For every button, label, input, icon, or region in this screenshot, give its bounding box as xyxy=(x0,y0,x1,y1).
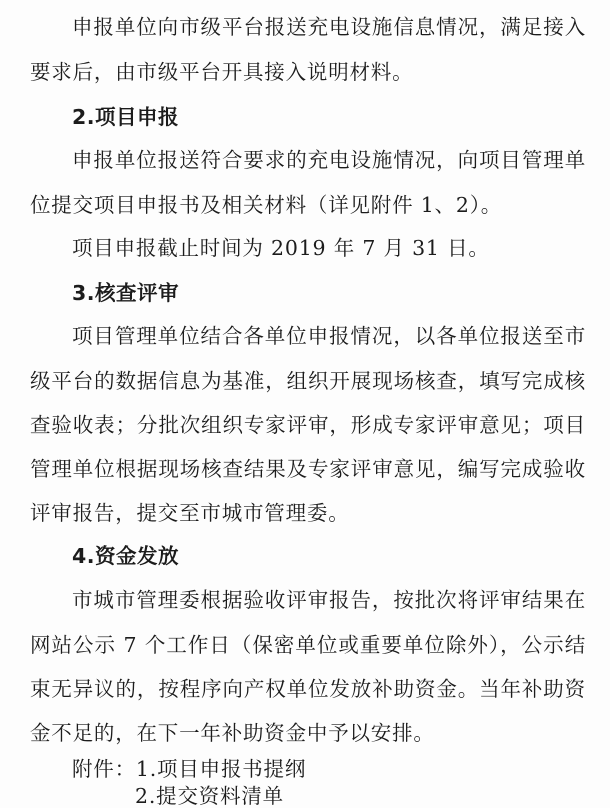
section3-line4: 管理单位根据现场核查结果及专家评审意见，编写完成验收 xyxy=(30,457,586,481)
para1-line1: 申报单位向市级平台报送充电设施信息情况，满足接入 xyxy=(72,15,586,39)
section3-heading: 3.核查评审 xyxy=(72,281,180,305)
para1-line2: 要求后，由市级平台开具接入说明材料。 xyxy=(30,60,414,84)
attachment-item-1: 附件：1.项目申报书提纲 xyxy=(72,757,307,781)
section3-line3: 查验收表；分批次组织专家评审，形成专家评审意见；项目 xyxy=(30,413,586,437)
section4-heading: 4.资金发放 xyxy=(72,544,180,568)
section2-line2: 位提交项目申报书及相关材料（详见附件 1、2）。 xyxy=(30,193,503,217)
section2-heading: 2.项目申报 xyxy=(72,105,180,129)
section4-line2: 网站公示 7 个工作日（保密单位或重要单位除外），公示结 xyxy=(30,633,586,657)
section4-line1: 市城市管理委根据验收评审报告，按批次将评审结果在 xyxy=(72,588,586,612)
attachment-item-2: 2.提交资料清单 xyxy=(135,784,284,808)
section3-line5: 评审报告，提交至市城市管理委。 xyxy=(30,501,350,525)
section2-deadline: 项目申报截止时间为 2019 年 7 月 31 日。 xyxy=(72,236,490,260)
section4-line3: 束无异议的，按程序向产权单位发放补助资金。当年补助资 xyxy=(30,677,586,701)
section3-line2: 级平台的数据信息为基准，组织开展现场核查，填写完成核 xyxy=(30,369,586,393)
section3-line1: 项目管理单位结合各单位申报情况，以各单位报送至市 xyxy=(72,324,586,348)
section4-line4: 金不足的，在下一年补助资金中予以安排。 xyxy=(30,721,435,745)
section2-line1: 申报单位报送符合要求的充电设施情况，向项目管理单 xyxy=(72,148,586,172)
